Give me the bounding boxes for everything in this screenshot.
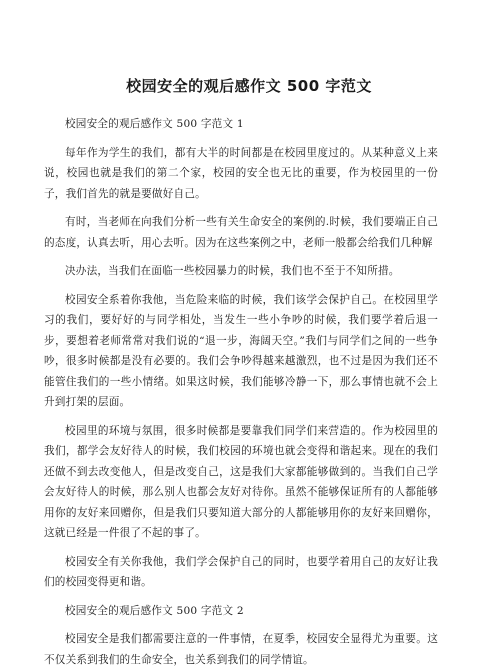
paragraph: 校园安全系着你我他，当危险来临的时候，我们该学会保护自己。在校园里学习的我们，要好好的与同学相处，当发生一些小争吵的时候，我们要学着后退一步，要想着老师常常对我们说的“退一步，海阔天空。”我们与同学们之间的一些争吵，很多时候都是没有必要的。我们会争吵得越来越激烈，也不过是因为我们还不能管住我们的一些小情绪。如果这时候，我们能够冷静一下，那么事情也就不会上升到打架的层面。 (44, 293, 438, 408)
paragraph: 有时，当老师在向我们分析一些有关生命安全的案例的.时候，我们要端正自己的态度，认真去听，用心去听。因为在这些案例之中，老师一般都会给我们几种解 (44, 216, 438, 249)
paragraph: 每年作为学生的我们，都有大半的时间都是在校园里度过的。从某种意义上来说，校园也就是我们的第二个家，校园的安全也无比的重要，作为校园里的一份子，我们首先的就是要做好自己。 (44, 146, 438, 200)
paragraph: 校园里的环境与氛围，很多时候都是要靠我们同学们来营造的。作为校园里的我们，都学会友好待人的时候，我们校园的环境也就会变得和谐起来。现在的我们还做不到去改变他人，但是改变自己，这是我们大家都能够做到的。当我们自己学会友好待人的时候，那么别人也都会友好对待你。虽然不能够保证所有的人都能够用你的友好来回赠你，但是我们只要知道大部分的人都能够用你的友好来回赠你，这就已经是一件很了不起的事了。 (44, 424, 438, 539)
paragraph: 决办法，当我们在面临一些校园暴力的时候，我们也不至于不知所措。 (65, 265, 400, 277)
paragraph: 校园安全有关你我他，我们学会保护自己的同时，也要学着用自己的友好让我们的校园变得更和谐。 (44, 555, 438, 588)
section-heading: 校园安全的观后感作文 500 字范文 2 (65, 604, 244, 617)
paragraph: 校园安全是我们都需要注意的一件事情，在夏季，校园安全显得尤为重要。这不仅关系到我们的生命安全，也关系到我们的同学情谊。 (44, 633, 438, 666)
document-title: 校园安全的观后感作文 500 字范文 (126, 77, 372, 95)
section-heading: 校园安全的观后感作文 500 字范文 1 (65, 118, 244, 130)
